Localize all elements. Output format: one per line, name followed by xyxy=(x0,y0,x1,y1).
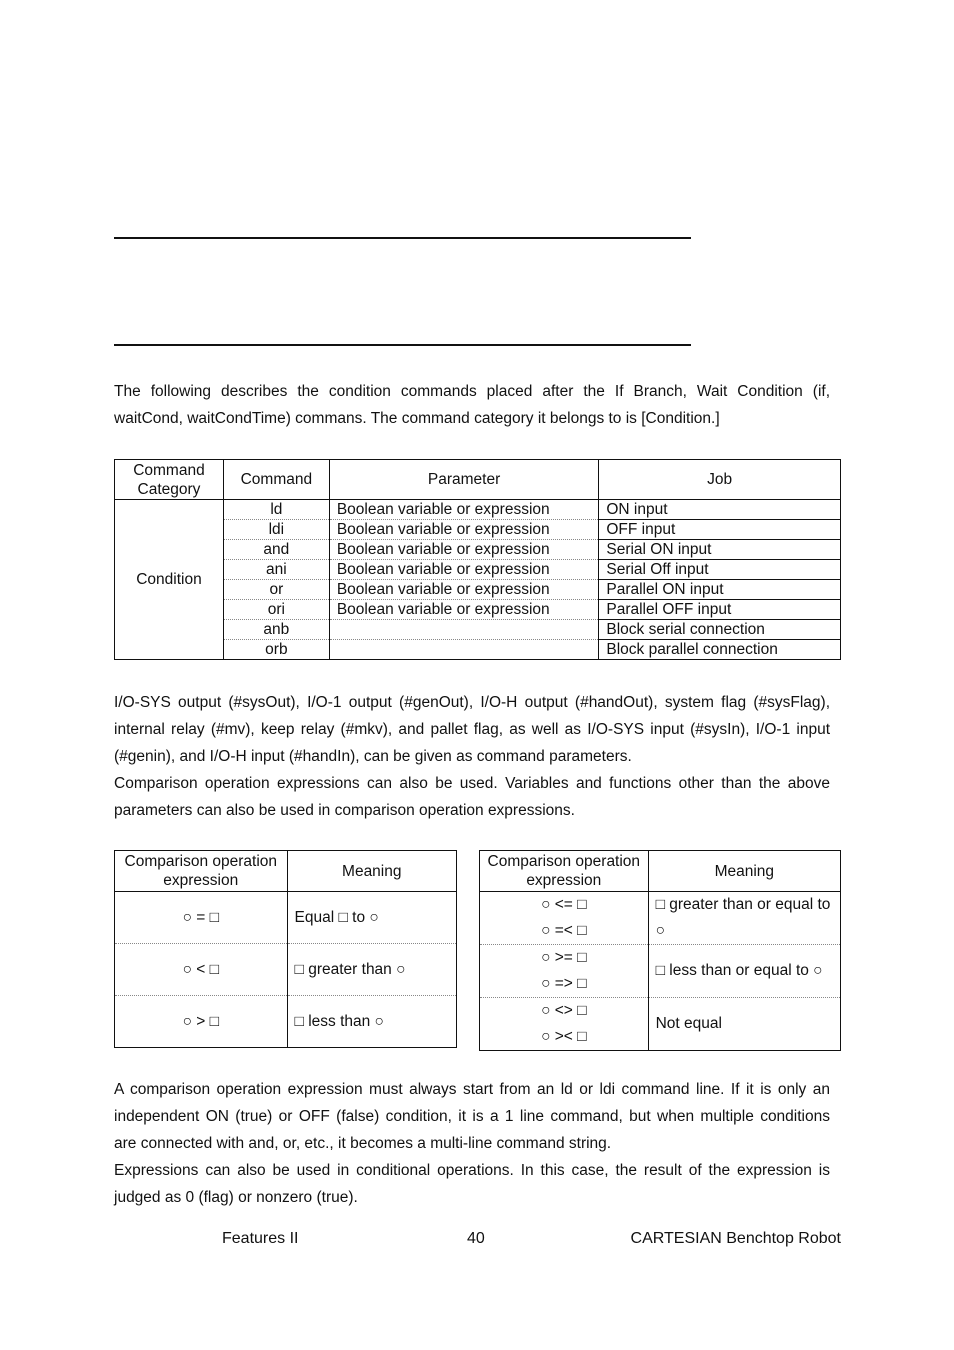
meaning-cell: □ greater than ○ xyxy=(287,944,456,996)
paragraph-line: independent ON (true) or OFF (false) condition, it is a 1 line command, but when multiple conditions xyxy=(114,1108,830,1125)
command-cell: and xyxy=(223,540,329,560)
job-cell: Parallel OFF input xyxy=(599,600,841,620)
paragraph-line: internal relay (#mv), keep relay (#mkv), and pallet flag, as well as I/O-SYS input (#sysIn), I/O-1 input xyxy=(114,721,830,738)
job-cell: Block serial connection xyxy=(599,620,841,640)
header-command-category: Command Category xyxy=(115,460,224,500)
expression-cell xyxy=(480,892,649,945)
expression-cell xyxy=(115,996,288,1048)
table-row xyxy=(115,580,841,600)
paragraph-line: (#genin), and I/O-H input (#handIn), can be given as command parameters. xyxy=(114,748,632,765)
parameter-cell: Boolean variable or expression xyxy=(329,520,599,540)
job-cell: OFF input xyxy=(599,520,841,540)
parameter-cell: Boolean variable or expression xyxy=(329,580,599,600)
job-cell: ON input xyxy=(599,500,841,520)
paragraph-line: judged as 0 (flag) or nonzero (true). xyxy=(114,1189,358,1206)
expression-cell xyxy=(480,998,649,1051)
command-cell: orb xyxy=(223,640,329,660)
paragraph-line: I/O-SYS output (#sysOut), I/O-1 output (#genOut), I/O-H output (#handOut), system flag (#sysFlag), xyxy=(114,694,830,711)
expression-cell xyxy=(115,892,288,944)
header-command: Command xyxy=(223,460,329,500)
table-row xyxy=(115,500,841,520)
expression-text: ○ > □ xyxy=(182,1012,219,1030)
command-cell: anb xyxy=(223,620,329,640)
closing-paragraph xyxy=(114,1076,830,1211)
parameter-cell: Boolean variable or expression xyxy=(329,560,599,580)
intro-line: The following describes the condition commands placed after the If Branch, Wait Condition (if, xyxy=(114,383,830,400)
header-job: Job xyxy=(599,460,841,500)
command-table xyxy=(114,459,841,660)
command-cell: ori xyxy=(223,600,329,620)
parameter-cell xyxy=(329,640,599,660)
command-table-header xyxy=(115,460,841,500)
paragraph-line: A comparison operation expression must always start from an ld or ldi command line. If it is only an xyxy=(114,1081,830,1098)
parameter-cell: Boolean variable or expression xyxy=(329,600,599,620)
footer-section-title: Features II xyxy=(222,1230,299,1247)
parameter-cell: Boolean variable or expression xyxy=(329,500,599,520)
meaning-cell: □ less than or equal to ○ xyxy=(648,945,840,998)
table-row xyxy=(115,944,457,996)
expression-text: ○ < □ xyxy=(182,960,219,978)
command-cell: ani xyxy=(223,560,329,580)
expression-cell xyxy=(115,944,288,996)
paragraph-line: Comparison operation expressions can also be used. Variables and functions other than the above xyxy=(114,775,830,792)
expression-text: ○ = □ xyxy=(182,908,219,926)
job-cell: Parallel ON input xyxy=(599,580,841,600)
table-row xyxy=(115,520,841,540)
header-meaning: Meaning xyxy=(287,851,456,892)
job-cell: Block parallel connection xyxy=(599,640,841,660)
header-comparison-expression: Comparison operation expression xyxy=(115,851,288,892)
table-row xyxy=(115,640,841,660)
table-row xyxy=(480,998,841,1051)
comparison-table-right xyxy=(479,850,841,1051)
meaning-cell: □ greater than or equal to ○ xyxy=(648,892,840,945)
comparison-table-left xyxy=(114,850,457,1048)
table-row xyxy=(115,996,457,1048)
table-row xyxy=(115,600,841,620)
footer-page-number: 40 xyxy=(467,1230,485,1247)
meaning-cell: Not equal xyxy=(648,998,840,1051)
table-row xyxy=(115,540,841,560)
intro-paragraph xyxy=(114,378,830,432)
table-row xyxy=(480,892,841,945)
paragraph-line: Expressions can also be used in conditional operations. In this case, the result of the expression is xyxy=(114,1162,830,1179)
expression-text: ○ => □ xyxy=(541,975,587,992)
header-rule-top xyxy=(114,237,691,239)
table-row xyxy=(115,892,457,944)
expression-cell xyxy=(480,945,649,998)
expression-text: ○ <> □ xyxy=(541,1002,587,1019)
command-cell: ldi xyxy=(223,520,329,540)
header-rule-bottom xyxy=(114,344,691,346)
job-cell: Serial ON input xyxy=(599,540,841,560)
header-comparison-expression: Comparison operation expression xyxy=(480,851,649,892)
parameter-cell xyxy=(329,620,599,640)
intro-line: waitCond, waitCondTime) commans. The command category it belongs to is [Condition.] xyxy=(114,410,720,427)
meaning-cell: □ less than ○ xyxy=(287,996,456,1048)
meaning-cell: Equal □ to ○ xyxy=(287,892,456,944)
category-cell: Condition xyxy=(115,500,224,660)
comparison-header xyxy=(115,851,457,892)
table-row xyxy=(480,945,841,998)
expression-text: ○ =< □ xyxy=(541,922,587,939)
paragraph-line: are connected with and, or, etc., it becomes a multi-line command string. xyxy=(114,1135,612,1152)
paragraph-line: parameters can also be used in comparison operation expressions. xyxy=(114,802,575,819)
command-cell: or xyxy=(223,580,329,600)
job-cell: Serial Off input xyxy=(599,560,841,580)
table-row xyxy=(115,620,841,640)
expression-text: ○ >= □ xyxy=(541,949,587,966)
footer-manual-title: CARTESIAN Benchtop Robot xyxy=(630,1230,841,1247)
expression-text: ○ <= □ xyxy=(541,896,587,913)
header-parameter: Parameter xyxy=(329,460,599,500)
comparison-header xyxy=(480,851,841,892)
parameters-paragraph xyxy=(114,689,830,824)
command-cell: ld xyxy=(223,500,329,520)
parameter-cell: Boolean variable or expression xyxy=(329,540,599,560)
header-meaning: Meaning xyxy=(648,851,840,892)
table-row xyxy=(115,560,841,580)
expression-text: ○ >< □ xyxy=(541,1028,587,1045)
